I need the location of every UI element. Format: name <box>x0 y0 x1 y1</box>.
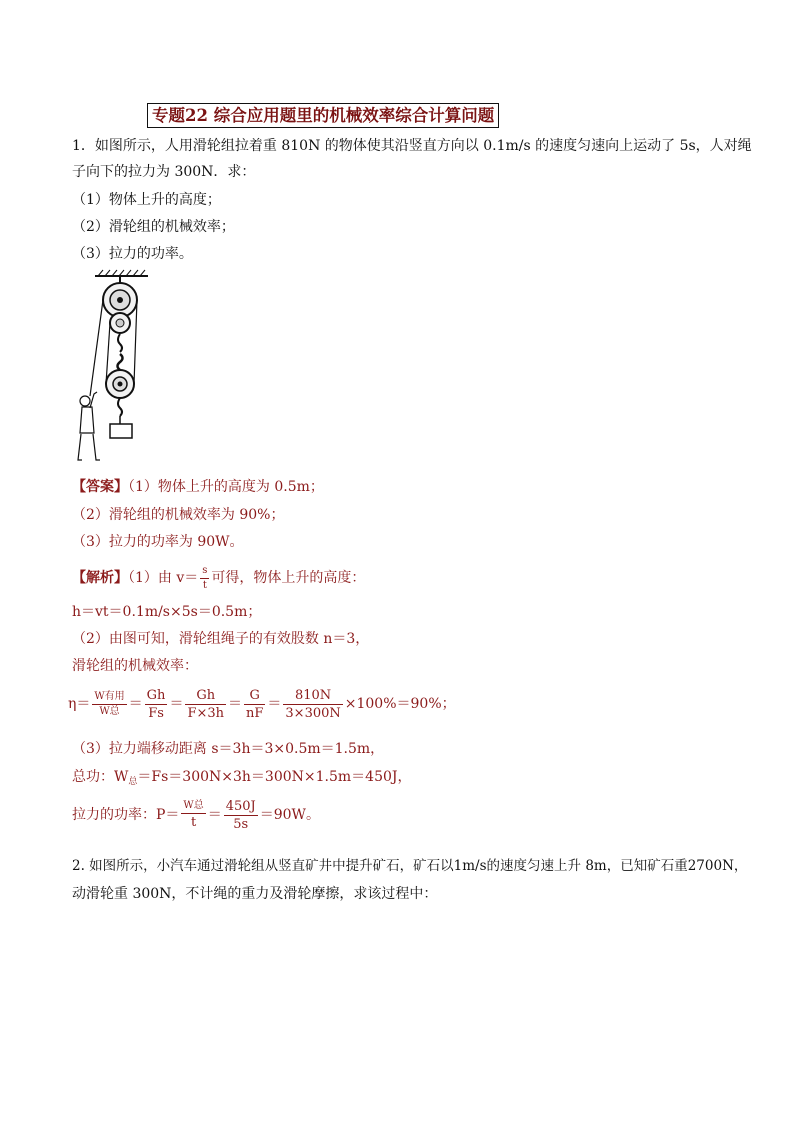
analysis-l1-pre: （1）由 v＝ <box>128 570 199 586</box>
analysis-line6: （3）拉力端移动距离 s＝3h＝3×0.5m＝1.5m， <box>72 741 385 757</box>
q1-line1: 1．如图所示，人用滑轮组拉着重 810N 的物体使其沿竖直方向以 0.1m/s 的速度匀速向上运动了 5s，人对绳 <box>72 138 752 154</box>
efficiency-formula: η＝ $\frac{\text{W有用}}{\text{W总}}$ ＝ $\frac{Gh}{Fs}$ ＝ $\frac{Gh}{F\times 3h}$ ＝ $\frac{G}{nF}$ ＝ $\frac{810N}{3\times 300N}$ ×100%＝90%； <box>68 687 456 721</box>
q2-line1: 2. 如图所示，小汽车通过滑轮组从竖直矿井中提升矿石，矿石以1m/s的速度匀速上升 8m，已知矿石重2700N， <box>72 858 748 874</box>
fraction-w-useful-over-w-total: $\frac{\text{W有用}}{\text{W总}}$ <box>94 690 125 717</box>
answer-line2: （2）滑轮组的机械效率为 90%； <box>72 507 285 523</box>
answer-tag: 【答案】 <box>72 479 128 495</box>
q1-item1: （1）物体上升的高度； <box>72 192 221 208</box>
analysis-line1 <box>72 563 365 593</box>
q2-line2: 动滑轮重 300N，不计绳的重力及滑轮摩擦，求该过程中： <box>72 886 438 902</box>
pulley-figure <box>68 268 158 468</box>
fraction-810-over-900: $\frac{810N}{3\times 300N}$ <box>285 687 341 721</box>
q1-line2: 子向下的拉力为 300N．求： <box>72 164 256 180</box>
analysis-tag: 【解析】 <box>72 570 128 586</box>
fraction-450-over-5: $\frac{450J}{5s}$ <box>225 798 256 832</box>
fraction-gh-over-f3h: $\frac{Gh}{F\times 3h}$ <box>187 687 224 721</box>
fraction-g-over-nf: $\frac{G}{nF}$ <box>246 687 264 721</box>
q1-item2: （2）滑轮组的机械效率； <box>72 219 235 235</box>
power-formula: 拉力的功率：P＝ $\frac{\text{W总}}{t}$ ＝ $\frac{450J}{5s}$ ＝90W。 <box>72 798 320 832</box>
answer-line3: （3）拉力的功率为 90W。 <box>72 534 244 550</box>
analysis-line4: 滑轮组的机械效率： <box>72 658 198 674</box>
answer-a1: （1）物体上升的高度为 0.5m； <box>128 479 324 495</box>
q1-item3: （3）拉力的功率。 <box>72 246 193 262</box>
analysis-l1-post: 可得，物体上升的高度： <box>211 570 366 586</box>
analysis-line3: （2）由图可知，滑轮组绳子的有效股数 n＝3， <box>72 631 370 647</box>
fraction-gh-over-fs: $\frac{Gh}{Fs}$ <box>146 687 166 721</box>
answer-line1 <box>72 478 324 496</box>
analysis-line2: h＝vt＝0.1m/s×5s＝0.5m； <box>72 604 262 620</box>
page-title: 专题22 综合应用题里的机械效率综合计算问题 <box>147 103 499 128</box>
fraction-s-over-t: $\frac{s}{t}$ <box>202 564 208 591</box>
analysis-line7: 总功：$W_总=Fs=300N\times 3h=300N\times 1.5m=450J$， <box>72 769 412 787</box>
fraction-w-total-over-t: $\frac{\text{W总}}{t}$ <box>183 800 204 830</box>
